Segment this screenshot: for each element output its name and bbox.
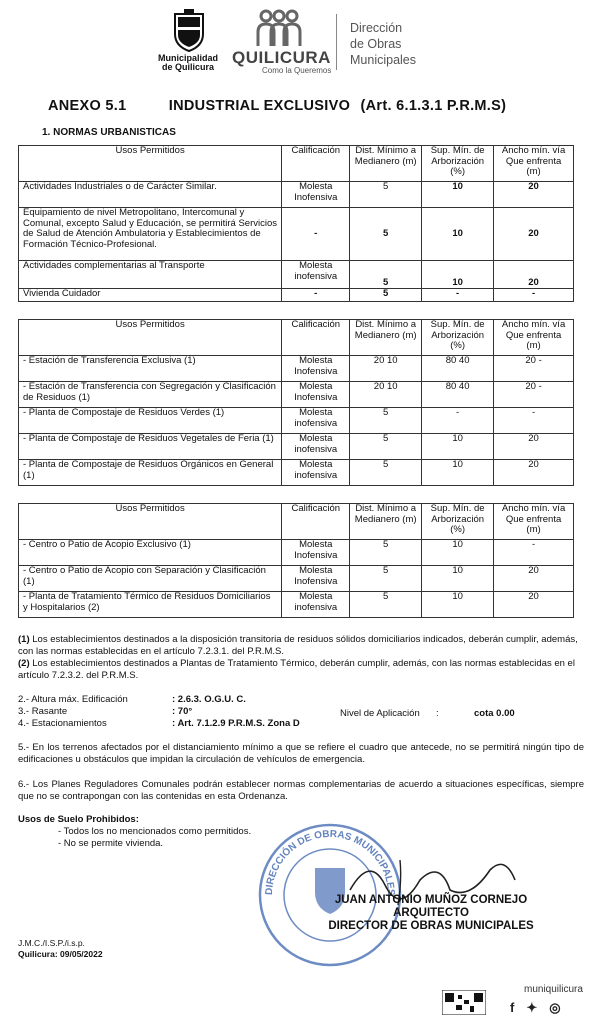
table-row: [19, 289, 574, 302]
facebook-icon[interactable]: f: [510, 1000, 527, 1015]
width-cell: 20: [494, 261, 574, 289]
paragraph-6: 6.- Los Planes Reguladores Comunales podrán establecer normas complementarias de acuerdo a situaciones específicas, siempre que no se contrapongan con las contenidas en esta Ordenanza.: [18, 779, 584, 802]
use-cell: - Centro o Patio de Acopio Exclusivo (1): [19, 540, 282, 566]
distance-cell: 5: [350, 182, 422, 208]
use-cell: Actividades Industriales o de Carácter Similar.: [19, 182, 282, 208]
classification-cell: Molesta inofensiva: [282, 434, 350, 460]
signature-block: [306, 894, 556, 933]
annex-number: ANEXO 5.1: [48, 98, 127, 114]
use-cell: - Centro o Patio de Acopio con Separación y Clasificación (1): [19, 566, 282, 592]
spec-level-value: cota 0.00: [474, 708, 515, 719]
table-header-row: [19, 320, 574, 356]
prohibited-title: Usos de Suelo Prohibidos:: [18, 814, 139, 825]
table-row: [19, 460, 574, 486]
section-heading: 1. NORMAS URBANISTICAS: [42, 127, 176, 138]
arborization-cell: -: [422, 289, 494, 302]
arborization-cell: 80 40: [422, 356, 494, 382]
distance-cell: 5: [350, 592, 422, 618]
arborization-cell: 80 40: [422, 382, 494, 408]
table-header-row: [19, 146, 574, 182]
arborization-cell: 10: [422, 460, 494, 486]
paragraph-5: 5.- En los terrenos afectados por el distanciamiento mínimo a que se refiere el cuadro que antecede, no se permitirá ningún tipo de edificaciones u obstáculos que impidan la circulación de vehículos de emergencia.: [18, 742, 584, 765]
distance-cell: 5: [350, 460, 422, 486]
use-cell: - Estación de Transferencia Exclusiva (1): [19, 356, 282, 382]
table-row: [19, 540, 574, 566]
header-distance: Dist. Mínimo a Medianero (m): [350, 320, 422, 356]
header-divider: [336, 14, 337, 70]
use-cell: - Planta de Compostaje de Residuos Orgánicos en General (1): [19, 460, 282, 486]
prohibited-item: - No se permite vivienda.: [58, 838, 164, 849]
distance-cell: 20 10: [350, 382, 422, 408]
use-cell: - Planta de Tratamiento Térmico de Residuos Domiciliarios y Hospitalarios (2): [19, 592, 282, 618]
footnotes: [18, 634, 584, 682]
arborization-cell: 10: [422, 261, 494, 289]
prohibited-item: - Todos los no mencionados como permitidos.: [58, 826, 252, 837]
table-row: [19, 434, 574, 460]
urban-norms-table-1: [18, 145, 574, 302]
urban-norms-table-3: [18, 503, 574, 618]
width-cell: -: [494, 289, 574, 302]
footnote-1: (1) Los establecimientos destinados a la disposición transitoria de residuos sólidos domiciliarios indicados, deberán cumplir, además, con las normas establecidas en el artículo 7.2.3.1. del P.R.M.S.: [18, 634, 578, 657]
urban-norms-table-2: [18, 319, 574, 486]
classification-cell: Molesta inofensiva: [282, 408, 350, 434]
qr-code-icon: [442, 990, 486, 1015]
arborization-cell: 10: [422, 182, 494, 208]
social-handle: muniquilicura: [524, 984, 583, 995]
brand-name: QUILICURA: [232, 48, 331, 67]
table-row: [19, 182, 574, 208]
municipal-crest-icon: [172, 8, 206, 52]
spec-rasante-label: 3.- Rasante: [18, 706, 68, 717]
classification-cell: Molesta inofensiva: [282, 261, 350, 289]
classification-cell: Molesta Inofensiva: [282, 540, 350, 566]
header-uses: Usos Permitidos: [19, 146, 282, 182]
classification-cell: Molesta inofensiva: [282, 460, 350, 486]
spec-parking-label: 4.- Estacionamientos: [18, 718, 107, 729]
distance-cell: 5: [350, 434, 422, 460]
table-row: [19, 208, 574, 261]
document-title: [48, 98, 506, 114]
classification-cell: Molesta Inofensiva: [282, 356, 350, 382]
table-row: [19, 356, 574, 382]
table-row: [19, 382, 574, 408]
table-row: [19, 408, 574, 434]
width-cell: 20 -: [494, 382, 574, 408]
zone-name: INDUSTRIAL EXCLUSIVO: [168, 98, 351, 114]
spec-height-label: 2.- Altura máx. Edificación: [18, 694, 128, 705]
header-width: Ancho mín. vía Que enfrenta (m): [494, 504, 574, 540]
use-cell: - Estación de Transferencia con Segregación y Clasificación de Residuos (1): [19, 382, 282, 408]
header-classification: Calificación: [282, 320, 350, 356]
signer-name: JUAN ANTONIO MUÑOZ CORNEJO: [334, 894, 528, 906]
width-cell: 20: [494, 460, 574, 486]
quilicura-logo-icon: [252, 8, 306, 48]
header-width: Ancho mín. vía Que enfrenta (m): [494, 146, 574, 182]
table-row: [19, 592, 574, 618]
width-cell: 20: [494, 208, 574, 261]
classification-cell: Molesta Inofensiva: [282, 382, 350, 408]
signer-office: DIRECTOR DE OBRAS MUNICIPALES: [328, 920, 534, 932]
table-row: [19, 566, 574, 592]
width-cell: 20: [494, 182, 574, 208]
instagram-icon[interactable]: ◎: [549, 1000, 573, 1015]
signer-role: ARQUITECTO: [393, 907, 469, 919]
distance-cell: 5: [350, 289, 422, 302]
width-cell: 20 -: [494, 356, 574, 382]
issue-date: Quilicura: 09/05/2022: [18, 949, 103, 959]
brand-tagline: Como la Queremos: [262, 66, 332, 75]
twitter-icon[interactable]: ✦: [526, 1000, 550, 1015]
spec-level-label: Nivel de Aplicación: [340, 708, 420, 719]
distance-cell: 5: [350, 540, 422, 566]
municipality-name: Municipalidad de Quilicura: [157, 53, 218, 72]
distance-cell: 20 10: [350, 356, 422, 382]
stamp-text: DIRECCIÓN DE OBRAS MUNICIPALES: [263, 828, 397, 897]
department-name: Dirección de Obras Municipales: [350, 21, 417, 67]
arborization-cell: 10: [422, 566, 494, 592]
prohibited-uses: [18, 814, 251, 850]
width-cell: -: [494, 408, 574, 434]
arborization-cell: 10: [422, 208, 494, 261]
arborization-cell: -: [422, 408, 494, 434]
table-row: [19, 261, 574, 289]
spec-height-value: : 2.6.3. O.G.U. C.: [172, 694, 246, 705]
distance-cell: 5: [350, 408, 422, 434]
arborization-cell: 10: [422, 540, 494, 566]
header-classification: Calificación: [282, 504, 350, 540]
arborization-cell: 10: [422, 592, 494, 618]
spec-parking-value: : Art. 7.1.2.9 P.R.M.S. Zona D: [172, 718, 300, 729]
arborization-cell: 10: [422, 434, 494, 460]
width-cell: 20: [494, 566, 574, 592]
use-cell: Equipamiento de nivel Metropolitano, Intercomunal y Comunal, excepto Salud y Educación, se permitirá Servicios de Salud de Atención Ambulatoria y Establecimientos de Formación Técnico-Profesional.: [19, 208, 282, 261]
header-distance: Dist. Mínimo a Medianero (m): [350, 504, 422, 540]
classification-cell: Molesta inofensiva: [282, 592, 350, 618]
table-header-row: [19, 504, 574, 540]
use-cell: Actividades complementarias al Transporte: [19, 261, 282, 289]
header-arborization: Sup. Mín. de Arborización (%): [422, 146, 494, 182]
width-cell: 20: [494, 592, 574, 618]
spec-level-separator: :: [436, 708, 439, 719]
width-cell: 20: [494, 434, 574, 460]
distance-cell: 5: [350, 566, 422, 592]
use-cell: - Planta de Compostaje de Residuos Verdes (1): [19, 408, 282, 434]
header-width: Ancho mín. vía Que enfrenta (m): [494, 320, 574, 356]
distance-cell: 5: [350, 208, 422, 261]
classification-cell: -: [282, 208, 350, 261]
header-arborization: Sup. Mín. de Arborización (%): [422, 504, 494, 540]
zone-reference: (Art. 6.1.3.1 P.R.M.S): [360, 98, 507, 114]
header-arborization: Sup. Mín. de Arborización (%): [422, 320, 494, 356]
footnote-2: (2) Los establecimientos destinados a Plantas de Tratamiento Térmico, deberán cumplir, además, con las normas establecidas en el artículo 7.2.3.2. del P.R.M.S.: [18, 658, 575, 681]
initials: J.M.C./I.S.P./i.s.p.: [18, 938, 85, 948]
header-distance: Dist. Mínimo a Medianero (m): [350, 146, 422, 182]
header-uses: Usos Permitidos: [19, 504, 282, 540]
document-footer: [18, 938, 103, 960]
distance-cell: 5: [350, 261, 422, 289]
classification-cell: -: [282, 289, 350, 302]
header-classification: Calificación: [282, 146, 350, 182]
use-cell: - Planta de Compostaje de Residuos Vegetales de Feria (1): [19, 434, 282, 460]
classification-cell: Molesta Inofensiva: [282, 182, 350, 208]
classification-cell: Molesta Inofensiva: [282, 566, 350, 592]
spec-rasante-value: : 70°: [172, 706, 193, 717]
social-icons: [510, 1000, 573, 1016]
use-cell: Vivienda Cuidador: [19, 289, 282, 302]
width-cell: -: [494, 540, 574, 566]
header-uses: Usos Permitidos: [19, 320, 282, 356]
